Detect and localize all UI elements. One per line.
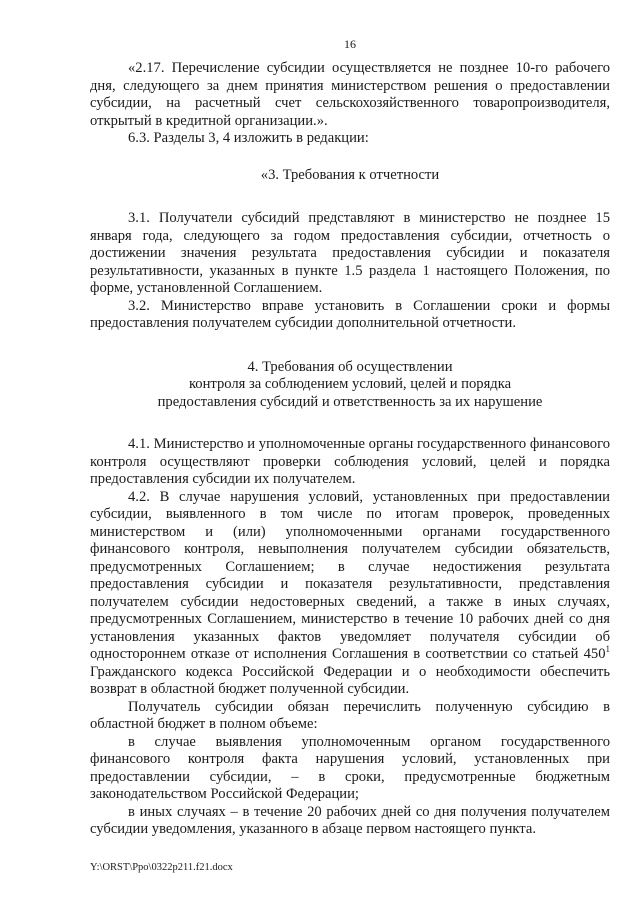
section-4-heading-line-3: предоставления субсидий и ответственность за их нарушение — [157, 393, 543, 410]
footer-file-path: Y:\ORST\Ppo\0322p211.f21.docx — [90, 862, 233, 873]
paragraph-case-1: в случае выявления уполномоченным органом государственного финансового контроля факта нарушения условий, установленных при предоставлении субсидии, – в сроки, предусмотренные бюджетным законодательством Российской Федерации; — [90, 733, 610, 802]
section-4-heading — [90, 359, 610, 412]
paragraph-obligation: Получатель субсидии обязан перечислить полученную субсидию в областной бюджет в полном объеме: — [90, 698, 610, 732]
paragraph-4-2-text-b: Гражданского кодекса Российской Федерации и о необходимости обеспечить возврат в областной бюджет полученной субсидии. — [90, 663, 610, 697]
paragraph-4-2 — [90, 489, 610, 699]
paragraph-4-2-text-a: 4.2. В случае нарушения условий, установленных при предоставлении субсидии, выявленного в том числе по итогам проверок, проведенных министерством и (или) уполномоченными органами государственного финансового контроля, невыполнения получателем субсидии обязательств, предусмотренных Соглашением; в случае недостижения результата предоставления субсидии и показателя результативности, представления получателем субсидии недостоверных сведений, а также в иных случаях, предусмотренных Соглашением, министерство в течение 10 рабочих дней со дня установления указанных фактов уведомляет получателя субсидии об одностороннем отказе от исполнения Соглашения в соответствии со статьей 450 — [90, 488, 610, 662]
paragraph-case-2: в иных случаях – в течение 20 рабочих дней со дня получения получателем субсидии уведомления, указанного в абзаце первом настоящего пункта. — [90, 803, 610, 837]
section-3-heading: «3. Требования к отчетности — [260, 166, 440, 183]
paragraph-3-1: 3.1. Получатели субсидий представляют в министерство не позднее 15 января года, следующего за годом предоставления субсидии, отчетность о достижении значения результата предоставления субсидии и показателя результативности, указанных в пункте 1.5 раздела 1 настоящего Положения, по форме, установленной Соглашением. — [90, 210, 610, 296]
section-4-heading-line-1: 4. Требования об осуществлении — [247, 358, 453, 375]
section-4-heading-line-2: контроля за соблюдением условий, целей и порядка — [188, 376, 512, 392]
article-superscript: 1 — [605, 644, 610, 655]
paragraph-2-17: «2.17. Перечисление субсидии осуществляется не позднее 10-го рабочего дня, следующего за днем принятия министерством решения о предоставлении субсидии, на расчетный счет сельскохозяйственного товаропроизводителя, открытый в кредитной организации.». — [90, 60, 610, 129]
page-number: 16 — [344, 37, 356, 51]
paragraph-4-1: 4.1. Министерство и уполномоченные органы государственного финансового контроля осуществляют проверки соблюдения условий, целей и порядка предоставления субсидии их получателем. — [90, 436, 610, 487]
paragraph-6-3: 6.3. Разделы 3, 4 изложить в редакции: — [128, 130, 369, 146]
paragraph-3-2: 3.2. Министерство вправе установить в Соглашении сроки и формы предоставления получателем субсидии дополнительной отчетности. — [90, 297, 610, 331]
